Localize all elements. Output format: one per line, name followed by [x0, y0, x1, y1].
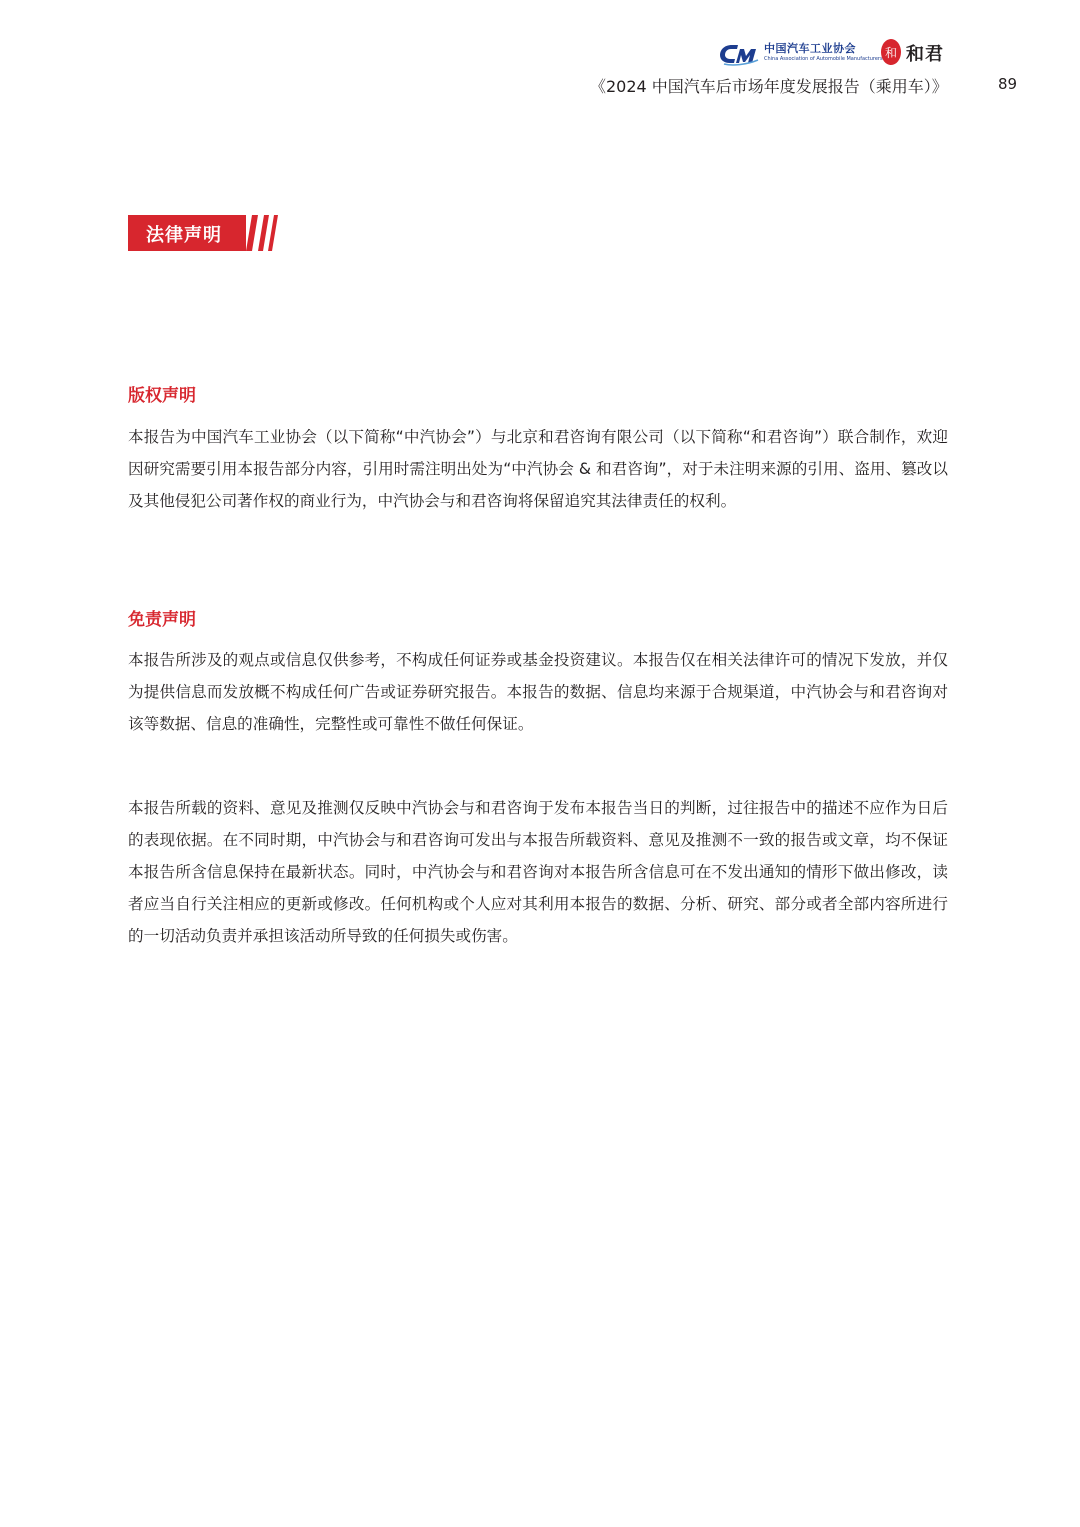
caam-mark-icon	[718, 42, 760, 66]
caam-logo	[718, 40, 883, 68]
caam-name-cn: 中国汽车工业协会	[764, 42, 856, 55]
running-title: 《2024 中国汽车后市场年度发展报告（乘用车）》	[590, 77, 948, 96]
disclaimer-paragraph-1: 本报告所涉及的观点或信息仅供参考，不构成任何证券或基金投资建议。本报告仅在相关法律许可的情况下发放，并仅为提供信息而发放概不构成任何广告或证券研究报告。本报告的数据、信息均来源于合规渠道，中汽协会与和君咨询对该等数据、信息的准确性，完整性或可靠性不做任何保证。	[128, 651, 948, 733]
hejun-logo	[880, 36, 958, 70]
page-number: 89	[998, 75, 1018, 93]
copyright-paragraph: 本报告为中国汽车工业协会（以下简称“中汽协会”）与北京和君咨询有限公司（以下简称“和君咨询”）联合制作，欢迎因研究需要引用本报告部分内容，引用时需注明出处为“中汽协会 & 和君咨询”，对于未注明来源的引用、盗用、篡改以及其他侵犯公司著作权的商业行为，中汽协会与和君咨询将保留追究其法律责任的权利。	[128, 428, 948, 510]
hejun-seal-icon	[880, 38, 902, 66]
copyright-heading: 版权声明	[128, 386, 196, 406]
header-logos	[718, 36, 958, 70]
disclaimer-heading: 免责声明	[128, 610, 196, 630]
section-title: 法律声明	[146, 225, 222, 246]
stripes-decoration-icon	[238, 215, 278, 251]
hejun-name: 和君	[906, 44, 944, 65]
caam-name-en: China Association of Automobile Manufacturers	[764, 56, 883, 62]
disclaimer-paragraph-2: 本报告所载的资料、意见及推测仅反映中汽协会与和君咨询于发布本报告当日的判断，过往报告中的描述不应作为日后的表现依据。在不同时期，中汽协会与和君咨询可发出与本报告所载资料、意见及推测不一致的报告或文章，均不保证本报告所含信息保持在最新状态。同时，中汽协会与和君咨询对本报告所含信息可在不发出通知的情形下做出修改，读者应当自行关注相应的更新或修改。任何机构或个人应对其利用本报告的数据、分析、研究、部分或者全部内容所进行的一切活动负责并承担该活动所导致的任何损失或伤害。	[128, 799, 948, 945]
section-tag	[128, 215, 273, 251]
hejun-seal-char: 和	[884, 46, 898, 60]
